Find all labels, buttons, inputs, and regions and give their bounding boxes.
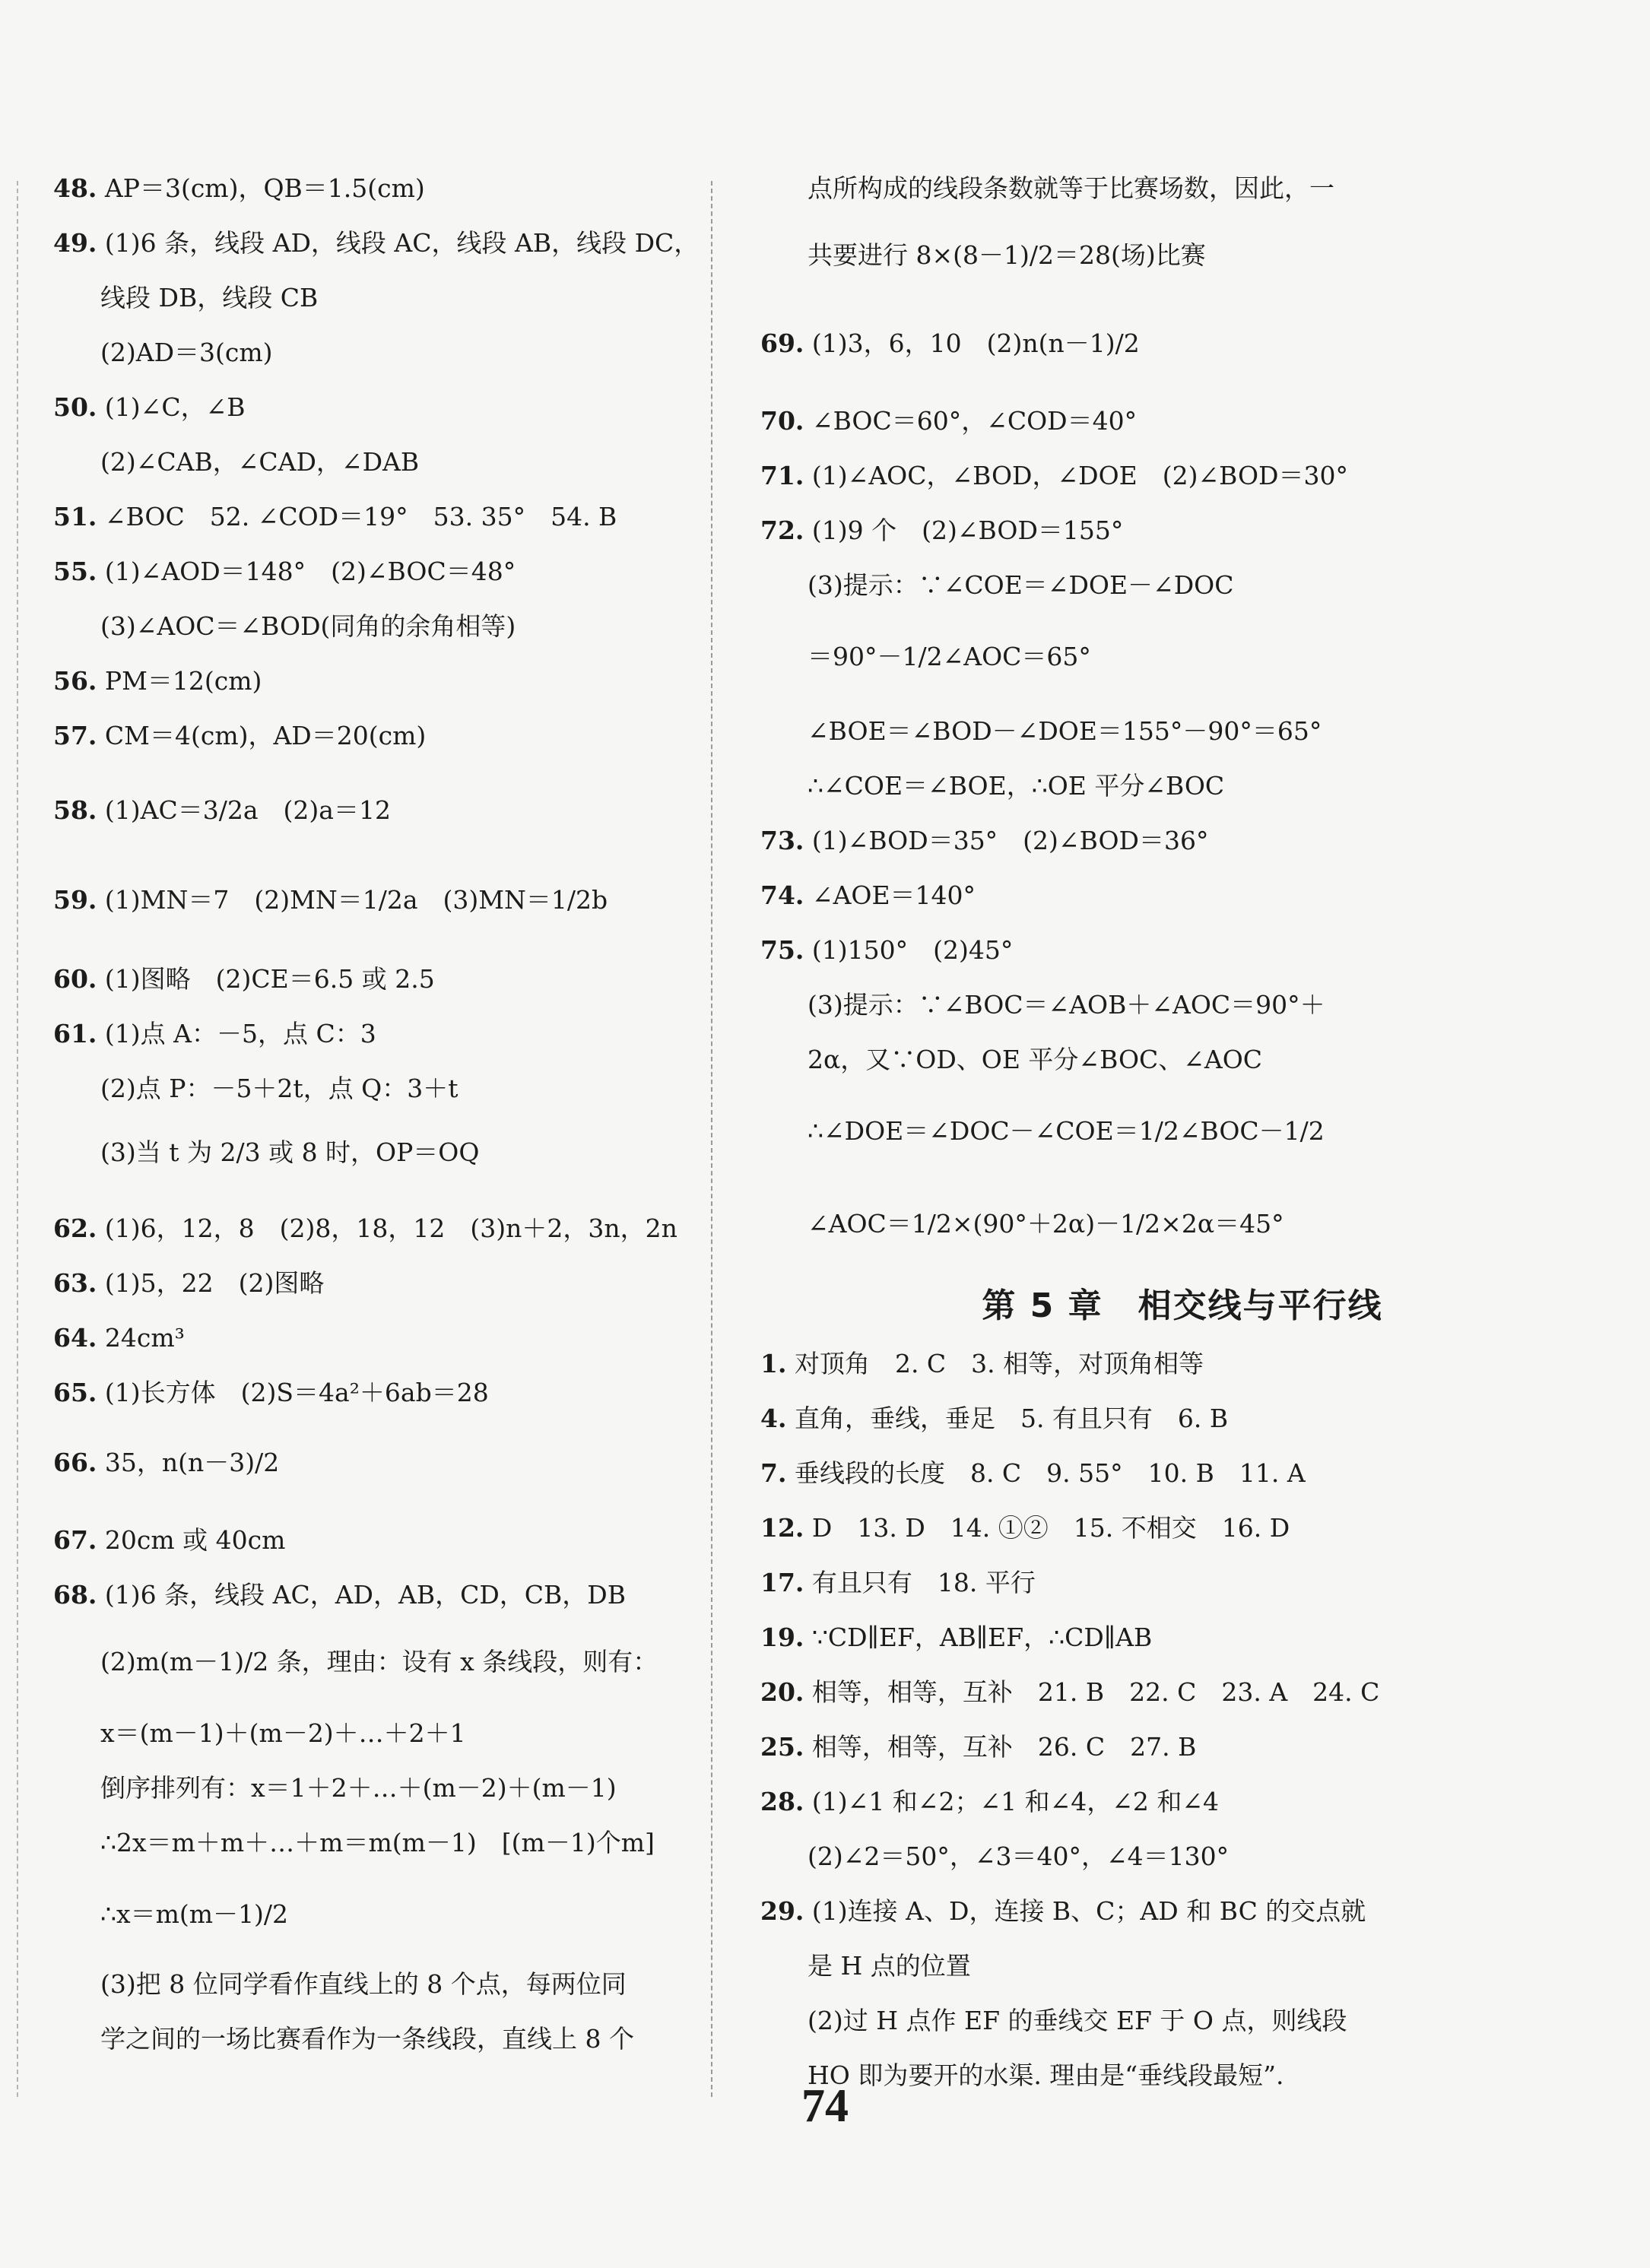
answer-text: 对顶角 2. C 3. 相等，对顶角相等 — [794, 1349, 1204, 1378]
answer-continuation — [100, 1772, 617, 1805]
question-number: 60. — [53, 964, 97, 994]
answer-continuation — [100, 1717, 466, 1750]
answer-text: 倒序排列有：x＝1＋2＋…＋(m－2)＋(m－1) — [100, 1773, 617, 1803]
answer-text: (2)点 P：－5＋2t，点 Q：3＋t — [100, 1074, 459, 1103]
answer-continuation — [808, 769, 1224, 803]
answer-text: (2)∠2＝50°，∠3＝40°，∠4＝130° — [808, 1841, 1230, 1871]
answer-text: 学之间的一场比赛看作为一条线段，直线上 8 个 — [100, 2024, 634, 2054]
answer-continuation — [808, 640, 1091, 674]
answer-text: (1)图略 (2)CE＝6.5 或 2.5 — [104, 964, 435, 994]
answer-item — [760, 1730, 1196, 1764]
answer-text: 点所构成的线段条数就等于比赛场数，因此，一 — [808, 173, 1334, 203]
question-number: 65. — [53, 1378, 97, 1407]
answer-item — [760, 824, 1208, 858]
answer-item — [53, 794, 391, 827]
answer-item — [760, 1676, 1379, 1709]
answer-text: (1)∠AOD＝148° (2)∠BOC＝48° — [104, 557, 516, 586]
question-number: 51. — [53, 502, 97, 531]
answer-item — [53, 883, 608, 917]
answer-text: (1)∠BOD＝35° (2)∠BOD＝36° — [811, 826, 1209, 855]
question-number: 4. — [760, 1404, 787, 1433]
answer-text: PM＝12(cm) — [104, 666, 262, 696]
answer-text: 垂线段的长度 8. C 9. 55° 10. B 11. A — [794, 1458, 1306, 1488]
answer-item — [53, 1267, 324, 1300]
answer-text: (3)提示：∵∠BOC＝∠AOB＋∠AOC＝90°＋ — [808, 990, 1325, 1020]
question-number: 58. — [53, 795, 97, 825]
answer-text: (1)连接 A、D，连接 B、C；AD 和 BC 的交点就 — [811, 1896, 1366, 1926]
answer-continuation — [808, 172, 1334, 205]
answer-text: (2)m(m－1)/2 条，理由：设有 x 条线段，则有： — [100, 1647, 658, 1676]
question-number: 61. — [53, 1019, 97, 1048]
question-number: 75. — [760, 935, 804, 965]
answer-text: ∠BOC＝60°，∠COD＝40° — [811, 406, 1138, 436]
question-number: 69. — [760, 328, 804, 358]
answer-continuation — [100, 446, 419, 479]
answer-text: AP＝3(cm)，QB＝1.5(cm) — [104, 173, 425, 203]
answer-item — [53, 1321, 185, 1355]
answer-text: HO 即为要开的水渠. 理由是“垂线段最短”. — [808, 2060, 1284, 2090]
answer-text: (1)6，12，8 (2)8，18，12 (3)n＋2，3n，2n — [104, 1213, 677, 1243]
answer-text: 直角，垂线，垂足 5. 有且只有 6. B — [794, 1404, 1229, 1433]
answer-text: (1)∠C，∠B — [104, 392, 246, 422]
question-number: 50. — [53, 392, 97, 422]
answer-continuation — [808, 239, 1206, 272]
answer-continuation — [100, 1136, 479, 1169]
question-number: 12. — [760, 1513, 804, 1543]
question-number: 66. — [53, 1448, 97, 1477]
question-number: 64. — [53, 1323, 97, 1353]
answer-continuation — [100, 1968, 627, 2001]
answer-item — [53, 555, 516, 588]
answer-text: (2)AD＝3(cm) — [100, 338, 273, 367]
answer-continuation — [808, 1949, 971, 1983]
answer-item — [53, 172, 425, 205]
answer-text: ∴∠DOE＝∠DOC－∠COE＝1/2∠BOC－1/2 — [808, 1116, 1325, 1146]
answer-continuation — [100, 1898, 288, 1931]
answer-text: (1)长方体 (2)S＝4a²＋6ab＝28 — [104, 1378, 489, 1407]
answer-continuation — [808, 715, 1322, 748]
answer-item — [760, 327, 1140, 360]
answer-text: 2α，又∵OD、OE 平分∠BOC、∠AOC — [808, 1045, 1263, 1074]
answer-continuation — [100, 336, 273, 370]
column-divider — [711, 181, 712, 2097]
answer-continuation — [808, 1207, 1284, 1241]
question-number: 70. — [760, 406, 804, 436]
answer-continuation — [808, 569, 1233, 602]
answer-text: (1)3，6，10 (2)n(n－1)/2 — [811, 328, 1140, 358]
answer-item — [53, 719, 426, 753]
answer-item — [53, 1524, 285, 1557]
answer-continuation — [100, 281, 318, 315]
answer-text: 相等，相等，互补 21. B 22. C 23. A 24. C — [811, 1677, 1380, 1707]
answer-item — [760, 1457, 1306, 1490]
answer-text: ＝90°－1/2∠AOC＝65° — [808, 642, 1091, 671]
question-number: 62. — [53, 1213, 97, 1243]
question-number: 56. — [53, 666, 97, 696]
answer-text: (1)∠AOC，∠BOD，∠DOE (2)∠BOD＝30° — [811, 461, 1348, 490]
question-number: 49. — [53, 228, 97, 258]
answer-text: (1)6 条，线段 AD，线段 AC，线段 AB，线段 DC， — [104, 228, 700, 258]
answer-text: ∴∠COE＝∠BOE，∴OE 平分∠BOC — [808, 771, 1225, 801]
question-number: 59. — [53, 885, 97, 915]
answer-continuation — [100, 1645, 658, 1679]
answer-item — [53, 227, 699, 260]
answer-item — [760, 514, 1123, 547]
answer-item — [53, 1446, 279, 1480]
answer-continuation — [100, 2022, 634, 2056]
question-number: 67. — [53, 1525, 97, 1555]
answer-text: 共要进行 8×(8－1)/2＝28(场)比赛 — [808, 240, 1206, 270]
answer-text: ∴2x＝m＋m＋…＋m＝m(m－1) [(m－1)个m] — [100, 1828, 655, 1857]
answer-continuation — [808, 1043, 1262, 1077]
question-number: 72. — [760, 515, 804, 545]
answer-text: 有且只有 18. 平行 — [811, 1568, 1036, 1597]
answer-continuation — [808, 1840, 1229, 1873]
answer-item — [760, 879, 976, 912]
answer-item — [760, 404, 1137, 438]
answer-text: (3)∠AOC＝∠BOD(同角的余角相等) — [100, 611, 516, 641]
question-number: 57. — [53, 721, 97, 750]
answer-item — [53, 1212, 677, 1245]
question-number: 25. — [760, 1732, 804, 1762]
answer-item — [53, 391, 245, 424]
answer-continuation — [808, 2004, 1347, 2038]
question-number: 73. — [760, 826, 804, 855]
answer-text: (1)6 条，线段 AC，AD，AB，CD，CB，DB — [104, 1580, 627, 1610]
answer-text: ∠AOC＝1/2×(90°＋2α)－1/2×2α＝45° — [808, 1209, 1284, 1239]
question-number: 29. — [760, 1896, 804, 1926]
answer-item — [760, 1347, 1204, 1381]
answer-item — [760, 459, 1348, 493]
question-number: 17. — [760, 1568, 804, 1597]
answer-text: 24cm³ — [104, 1323, 185, 1353]
answer-item — [760, 1402, 1228, 1435]
question-number: 63. — [53, 1268, 97, 1298]
answer-text: ∠BOE＝∠BOD－∠DOE＝155°－90°＝65° — [808, 716, 1322, 746]
answer-text: (1)点 A：－5，点 C：3 — [104, 1019, 376, 1048]
answer-text: (2)过 H 点作 EF 的垂线交 EF 于 O 点，则线段 — [808, 2006, 1347, 2035]
left-margin-rule — [17, 181, 18, 2097]
question-number: 19. — [760, 1622, 804, 1652]
answer-item — [53, 1578, 626, 1612]
answer-text: ∵CD∥EF，AB∥EF，∴CD∥AB — [811, 1622, 1153, 1652]
page-number: 74 — [801, 2080, 849, 2132]
answer-text: (1)5，22 (2)图略 — [104, 1268, 325, 1298]
answer-text: (1)150° (2)45° — [811, 935, 1014, 965]
answer-text: (1)∠1 和∠2；∠1 和∠4，∠2 和∠4 — [811, 1787, 1220, 1816]
answer-continuation — [808, 1115, 1325, 1148]
answer-text: (3)把 8 位同学看作直线上的 8 个点，每两位同 — [100, 1969, 627, 1999]
answer-item — [760, 1566, 1036, 1600]
answer-text: (1)AC＝3/2a (2)a＝12 — [104, 795, 391, 825]
question-number: 68. — [53, 1580, 97, 1610]
answer-text: D 13. D 14. ①② 15. 不相交 16. D — [811, 1513, 1290, 1543]
answer-text: 35，n(n－3)/2 — [104, 1448, 280, 1477]
answer-continuation — [100, 1072, 459, 1105]
answer-text: ∠AOE＝140° — [811, 880, 976, 910]
answer-text: 20cm 或 40cm — [104, 1525, 286, 1555]
answer-text: (2)∠CAB，∠CAD，∠DAB — [100, 447, 420, 477]
answer-continuation — [808, 988, 1325, 1022]
answer-text: 线段 DB，线段 CB — [100, 283, 319, 312]
question-number: 74. — [760, 880, 804, 910]
answer-item — [53, 1017, 376, 1051]
answer-text: ∴x＝m(m－1)/2 — [100, 1899, 289, 1929]
answer-item — [760, 1621, 1152, 1654]
answer-item — [760, 1785, 1219, 1819]
chapter-heading: 第 5 章 相交线与平行线 — [982, 1286, 1383, 1325]
question-number: 7. — [760, 1458, 787, 1488]
answer-text: 相等，相等，互补 26. C 27. B — [811, 1732, 1197, 1762]
answer-continuation — [100, 610, 516, 643]
question-number: 1. — [760, 1349, 787, 1378]
answer-continuation — [100, 1826, 655, 1860]
question-number: 48. — [53, 173, 97, 203]
answer-item — [53, 1376, 489, 1410]
answer-item — [53, 500, 617, 534]
answer-item — [760, 1511, 1290, 1545]
answer-text: ∠BOC 52. ∠COD＝19° 53. 35° 54. B — [104, 502, 617, 531]
answer-item — [760, 934, 1013, 967]
answer-item — [53, 963, 435, 996]
answer-text: (3)提示：∵∠COE＝∠DOE－∠DOC — [808, 570, 1234, 600]
answer-text: 是 H 点的位置 — [808, 1951, 971, 1981]
question-number: 28. — [760, 1787, 804, 1816]
answer-item — [53, 665, 262, 698]
answer-item — [760, 1895, 1366, 1928]
question-number: 71. — [760, 461, 804, 490]
answer-text: (1)9 个 (2)∠BOD＝155° — [811, 515, 1124, 545]
question-number: 20. — [760, 1677, 804, 1707]
question-number: 55. — [53, 557, 97, 586]
answer-text: (3)当 t 为 2/3 或 8 时，OP＝OQ — [100, 1137, 480, 1167]
answer-text: (1)MN＝7 (2)MN＝1/2a (3)MN＝1/2b — [104, 885, 608, 915]
answer-text: x＝(m－1)＋(m－2)＋…＋2＋1 — [100, 1718, 466, 1748]
answer-text: CM＝4(cm)，AD＝20(cm) — [104, 721, 427, 750]
